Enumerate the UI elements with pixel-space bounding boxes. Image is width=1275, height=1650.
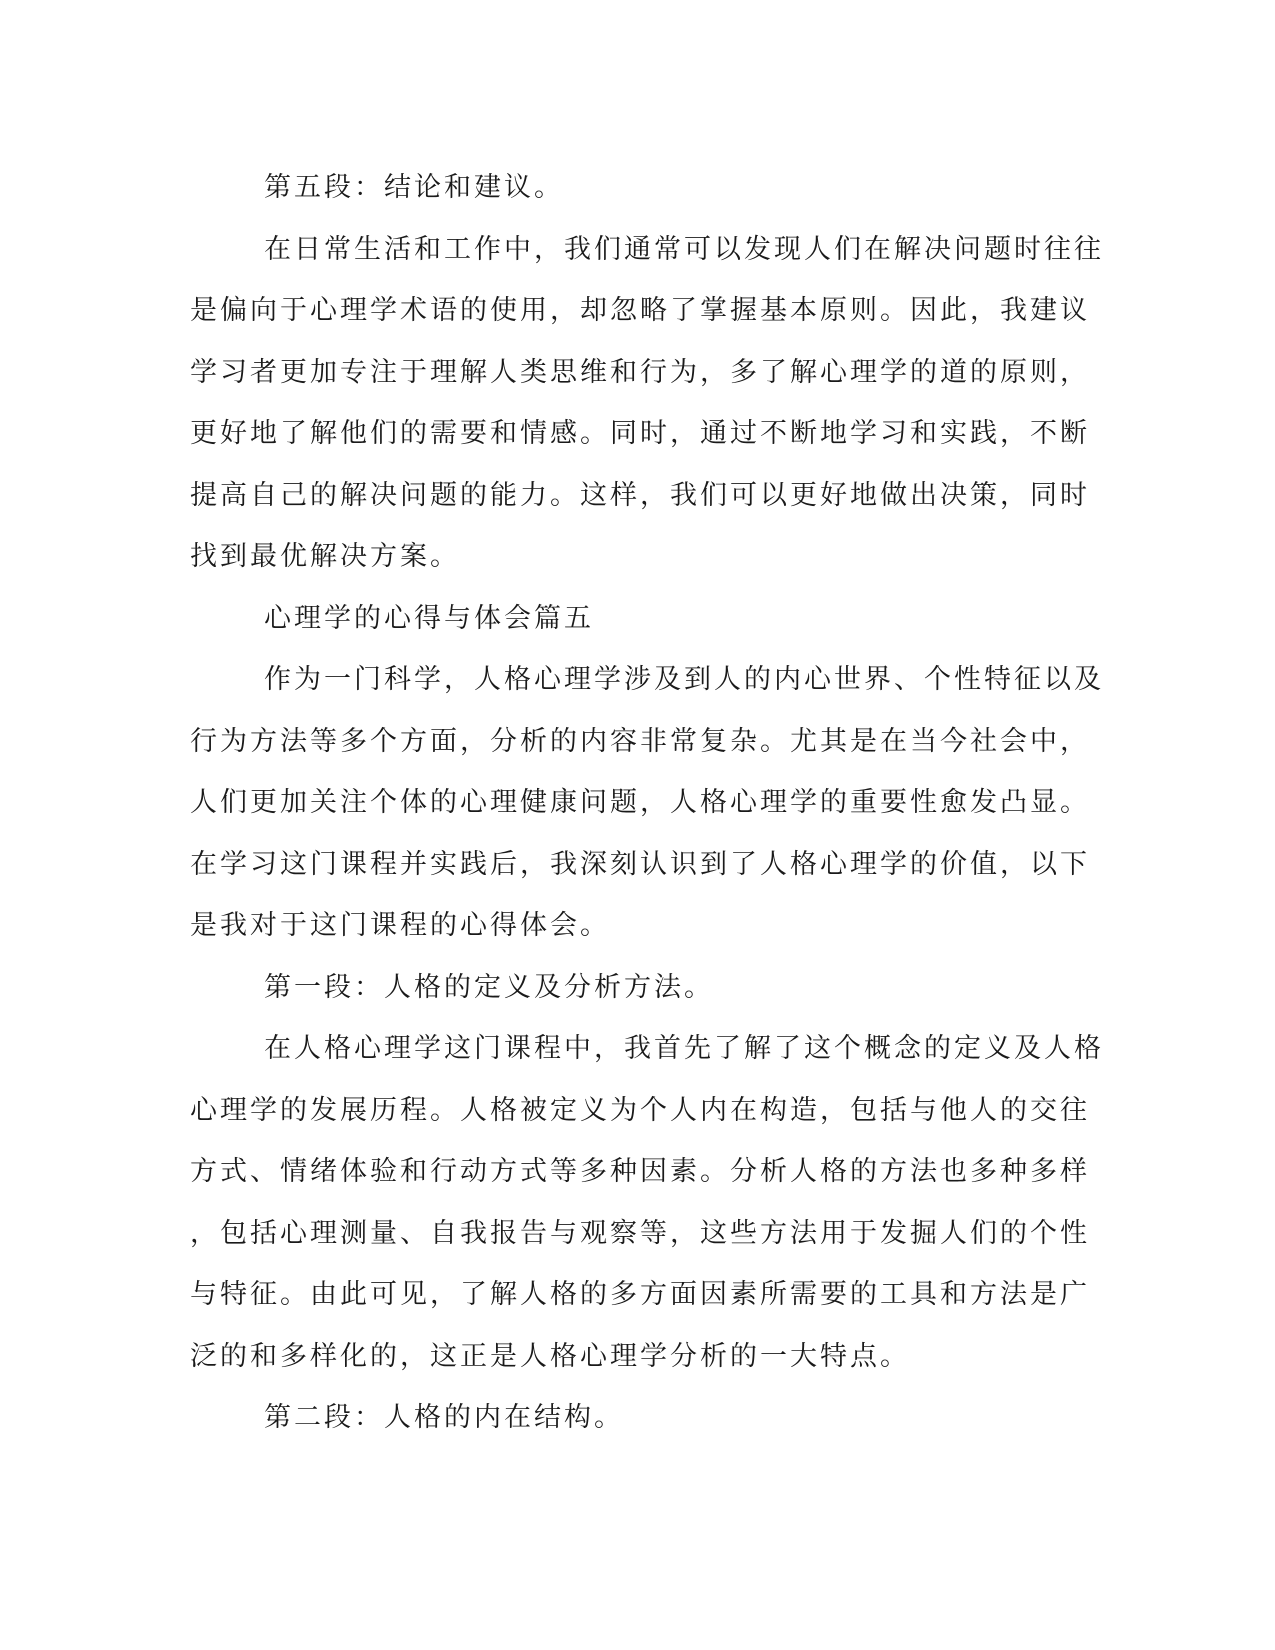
paragraph-line: 学习者更加专注于理解人类思维和行为，多了解心理学的道的原则， xyxy=(190,356,1090,388)
paragraph-first-line: 在人格心理学这门课程中，我首先了解了这个概念的定义及人格 xyxy=(264,1033,1104,1064)
paragraph-line: 是我对于这门课程的心得体会。 xyxy=(190,910,610,941)
paragraph-line: ，包括心理测量、自我报告与观察等，这些方法用于发掘人们的个性 xyxy=(190,1217,1090,1249)
document-body xyxy=(190,157,1104,1449)
paragraph-first-line: 第五段：结论和建议。 xyxy=(264,172,564,203)
paragraph-first-line: 心理学的心得与体会篇五 xyxy=(264,602,594,634)
paragraph-line: 找到最优解决方案。 xyxy=(190,541,460,572)
paragraph-first-line: 在日常生活和工作中，我们通常可以发现人们在解决问题时往往 xyxy=(264,233,1104,265)
paragraph-first-line: 第一段：人格的定义及分析方法。 xyxy=(264,971,714,1003)
paragraph-line: 在学习这门课程并实践后，我深刻认识到了人格心理学的价值，以下 xyxy=(190,848,1090,880)
paragraph-line: 行为方法等多个方面，分析的内容非常复杂。尤其是在当今社会中， xyxy=(190,725,1090,757)
paragraph-line: 与特征。由此可见，了解人格的多方面因素所需要的工具和方法是广 xyxy=(190,1279,1090,1310)
paragraph-line: 更好地了解他们的需要和情感。同时，通过不断地学习和实践，不断 xyxy=(190,418,1090,449)
paragraph-line: 是偏向于心理学术语的使用，却忽略了掌握基本原则。因此，我建议 xyxy=(190,295,1090,326)
paragraph-line: 人们更加关注个体的心理健康问题，人格心理学的重要性愈发凸显。 xyxy=(190,787,1090,818)
paragraph-first-line: 作为一门科学，人格心理学涉及到人的内心世界、个性特征以及 xyxy=(264,664,1104,695)
paragraph-line: 提高自己的解决问题的能力。这样，我们可以更好地做出决策，同时 xyxy=(190,479,1090,511)
paragraph-line: 方式、情绪体验和行动方式等多种因素。分析人格的方法也多种多样 xyxy=(190,1156,1090,1187)
paragraph-line: 心理学的发展历程。人格被定义为个人内在构造，包括与他人的交往 xyxy=(190,1094,1090,1126)
paragraph-line: 泛的和多样化的，这正是人格心理学分析的一大特点。 xyxy=(190,1340,910,1372)
paragraph-first-line: 第二段：人格的内在结构。 xyxy=(264,1402,624,1433)
